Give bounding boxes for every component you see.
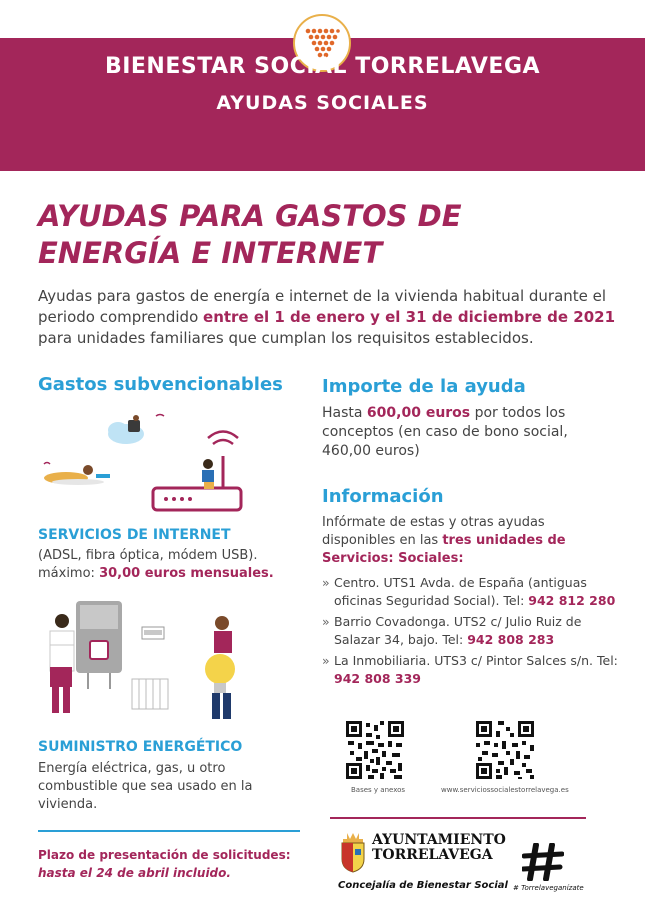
office-phone: 942 812 280: [528, 592, 616, 608]
office-address: La Inmobiliaria. UTS3 c/ Pintor Salces s/n. Tel:: [334, 653, 618, 668]
hashtag-logo-icon: [522, 843, 564, 881]
importe-amount: 600,00 euros: [366, 405, 471, 421]
internet-max-label: máximo:: [38, 566, 100, 581]
deadline-date: hasta el 24 de abril incluido.: [38, 866, 231, 880]
concejalia-text: Concejalía de Bienestar Social: [338, 880, 508, 891]
office-address: Barrio Covadonga. UTS2 c/ Julio Ruiz de Salazar 34, bajo. Tel:: [334, 614, 582, 647]
banner-subtitle: AYUDAS SOCIALES: [216, 92, 429, 114]
importe-desc: [322, 404, 582, 461]
bullet-icon: »: [322, 614, 330, 629]
divider-right: [330, 817, 586, 819]
qr-caption-web: www.serviciossocialestorrelavega.es: [441, 786, 569, 794]
deadline-label: Plazo de presentación de solicitudes:: [38, 848, 291, 862]
office-phone: 942 808 339: [334, 670, 421, 686]
hashtag-text: # Torrelaveganízate: [513, 884, 584, 892]
importe-suffix: por todos los conceptos (en caso de bono social, 460,00 euros): [322, 405, 568, 459]
internet-title: SERVICIOS DE INTERNET: [38, 527, 231, 543]
internet-illustration-icon: [38, 412, 248, 517]
informacion-text: Infórmate de estas y otras ayudas disponibles en las: [322, 515, 545, 548]
informacion-desc: [322, 514, 612, 568]
internet-desc: [38, 547, 308, 583]
energia-title: SUMINISTRO ENERGÉTICO: [38, 739, 243, 755]
intro-text: Ayudas para gastos de energía e internet de la vivienda habitual durante el periodo comprendido: [38, 287, 607, 326]
divider-left: [38, 830, 300, 832]
office-phone: 942 808 283: [467, 631, 555, 647]
ayto-line2: TORRELAVEGA: [372, 847, 493, 863]
headline-line1: AYUDAS PARA GASTOS DE: [38, 199, 462, 233]
page-headline: [38, 198, 462, 272]
offices-list: [322, 574, 622, 691]
energia-desc: Energía eléctrica, gas, u otro combustible que sea usado en la vivienda.: [38, 761, 253, 812]
office-address: Centro. UTS1 Avda. de España (antiguas oficinas Seguridad Social). Tel:: [334, 575, 587, 608]
deadline-text: [38, 846, 291, 882]
informacion-title: Información: [322, 486, 444, 507]
internet-types: (ADSL, fibra óptica, módem USB).: [38, 548, 258, 563]
banner-title: BIENESTAR SOCIAL TORRELAVEGA: [104, 54, 541, 79]
list-item: [322, 652, 622, 687]
ayto-line1: AYUNTAMIENTO: [372, 832, 506, 848]
importe-title: Importe de la ayuda: [322, 376, 526, 397]
bullet-icon: »: [322, 653, 330, 668]
gastos-title: Gastos subvencionables: [38, 374, 283, 395]
ayuntamiento-logo-text: [372, 833, 506, 863]
list-item: [322, 574, 622, 609]
bullet-icon: »: [322, 575, 330, 590]
intro-text-end: para unidades familiares que cumplan los requisitos establecidos.: [38, 329, 534, 347]
list-item: [322, 613, 622, 648]
internet-max-value: 30,00 euros mensuales.: [99, 566, 274, 581]
headline-line2: ENERGÍA E INTERNET: [38, 236, 383, 270]
intro-paragraph: [38, 286, 618, 349]
coat-of-arms-icon: [339, 831, 367, 873]
qr-caption-bases: Bases y anexos: [351, 786, 406, 794]
energy-illustration-icon: [38, 597, 248, 729]
qr-code-web-icon[interactable]: [476, 721, 534, 779]
intro-dates: entre el 1 de enero y el 31 de diciembre de 2021: [203, 308, 616, 326]
qr-code-bases-icon[interactable]: [346, 721, 404, 779]
importe-prefix: Hasta: [322, 405, 367, 421]
informacion-highlight: tres unidades de Servicios: Sociales:: [322, 533, 566, 566]
